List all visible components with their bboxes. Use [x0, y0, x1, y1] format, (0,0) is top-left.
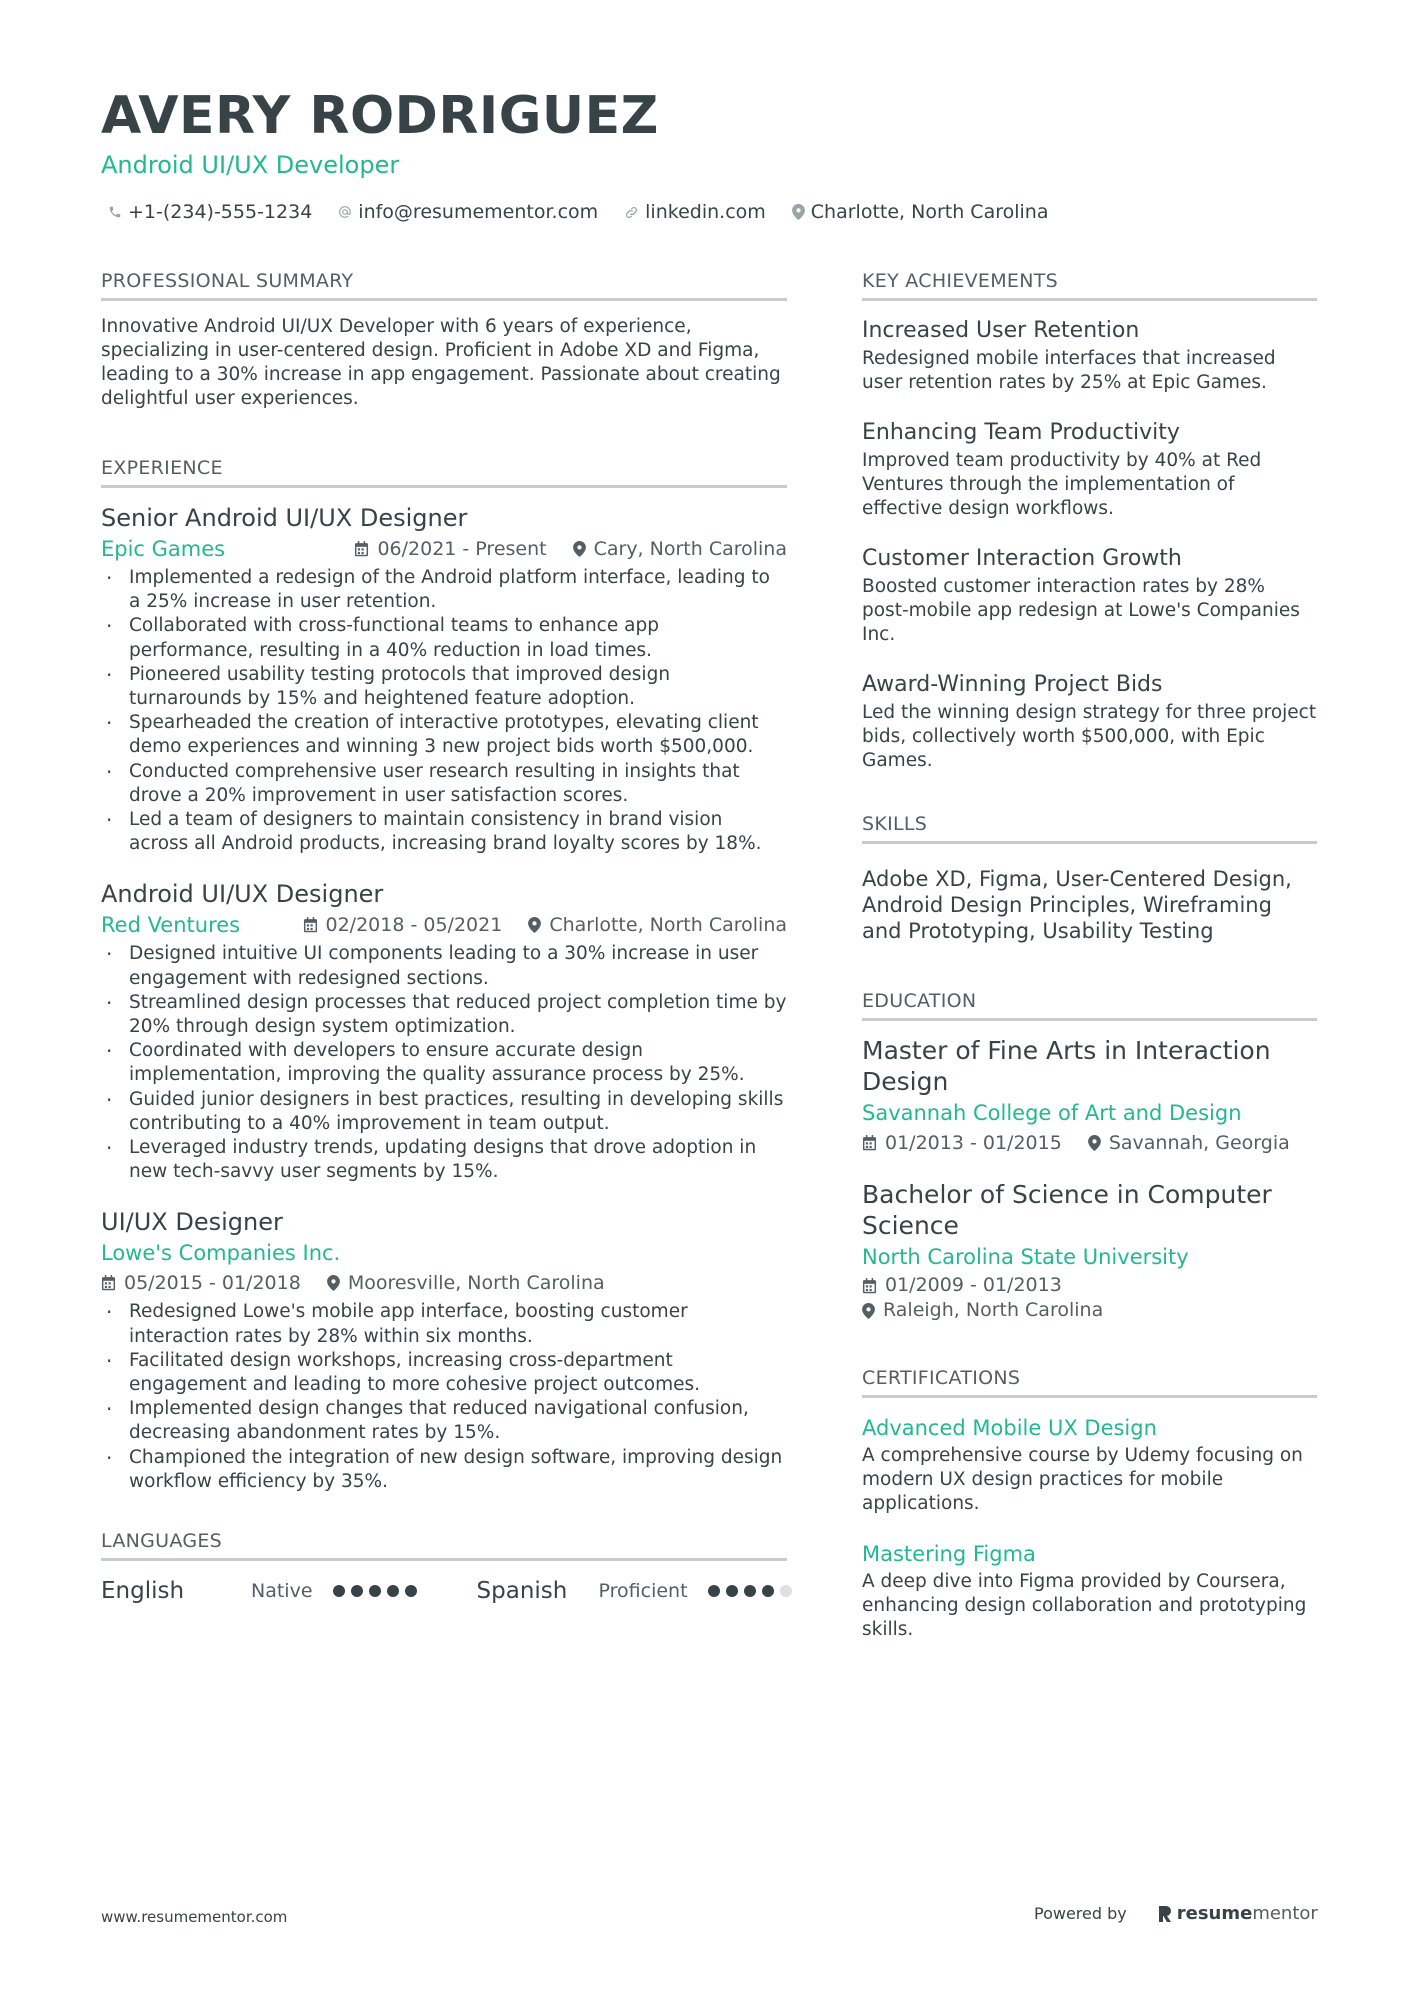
brand-logo[interactable]	[1157, 1903, 1318, 1924]
rating-dot-filled	[369, 1585, 381, 1597]
calendar-icon	[862, 1135, 877, 1151]
education-location-item	[862, 1298, 1103, 1323]
job-title: Senior Android UI/UX Designer	[101, 504, 468, 532]
contact-linkedin[interactable]	[624, 198, 766, 226]
job-location	[528, 910, 787, 940]
language-level: Native	[251, 1580, 313, 1603]
skills-section	[862, 811, 1317, 944]
rating-dot-filled	[387, 1585, 399, 1597]
education-location-text: Savannah, Georgia	[1108, 1132, 1290, 1154]
job-location	[327, 1268, 605, 1298]
achievement-title: Enhancing Team Productivity	[862, 420, 1180, 445]
bullet-item: · Designed intuitive UI components leading to a 30% increase in user engagement with redesigned sections.	[101, 942, 787, 990]
contact-email[interactable]	[338, 198, 598, 226]
job-company-row	[101, 1238, 787, 1268]
job-meta	[101, 1268, 787, 1298]
brand-bold: resume	[1176, 1903, 1253, 1924]
achievements-section	[862, 268, 1317, 773]
company-name: Red Ventures	[101, 913, 241, 938]
brand-light: mentor	[1252, 1903, 1318, 1924]
achievement-text: Redesigned mobile interfaces that increased user retention rates by 25% at Epic Games.	[862, 348, 1276, 393]
rating-dot-filled	[744, 1585, 756, 1597]
job-location	[573, 534, 787, 564]
summary-section	[101, 268, 787, 411]
phone-text: +1-(234)-555-1234	[128, 201, 313, 223]
job-entry	[101, 878, 787, 1184]
language-level: Proficient	[598, 1580, 688, 1603]
footer-website[interactable]: www.resumementor.com	[101, 1908, 288, 1926]
achievement-item	[862, 417, 1317, 521]
certifications-section	[862, 1365, 1317, 1642]
achievement-item	[862, 315, 1317, 395]
job-dates	[101, 1268, 301, 1298]
bullet-item: · Streamlined design processes that reduced project completion time by 20% through design system optimization.	[101, 991, 787, 1039]
certification-item	[862, 1538, 1317, 1642]
achievement-text: Led the winning design strategy for three project bids, collectively worth $500,000, with Epic Games.	[862, 702, 1317, 771]
job-location-text: Cary, North Carolina	[593, 538, 787, 560]
bullet-item: · Pioneered usability testing protocols that improved design turnarounds by 15% and heightened feature adoption.	[101, 663, 787, 711]
location-pin-icon	[573, 541, 586, 557]
job-meta-row	[101, 910, 787, 940]
degree-title: Master of Fine Arts in Interaction Design	[862, 1036, 1271, 1096]
section-title-skills: SKILLS	[862, 811, 1317, 844]
education-dates	[862, 1273, 1317, 1298]
bullet-item: · Guided junior designers in best practices, resulting in developing skills contributing to a 40% improvement in team output.	[101, 1088, 787, 1136]
linkedin-text: linkedin.com	[645, 201, 766, 223]
certification-title: Mastering Figma	[862, 1542, 1036, 1566]
rating-dot-filled	[333, 1585, 345, 1597]
school-name: Savannah College of Art and Design	[862, 1101, 1242, 1125]
location-pin-icon	[862, 1303, 875, 1319]
section-title-certifications: CERTIFICATIONS	[862, 1365, 1317, 1398]
bullet-item: · Led a team of designers to maintain consistency in brand vision across all Android products, increasing brand loyalty scores by 18%.	[101, 808, 787, 856]
achievement-text: Improved team productivity by 40% at Red Ventures through the implementation of effective design workflows.	[862, 450, 1262, 519]
education-meta	[862, 1129, 1317, 1157]
candidate-name: AVERY RODRIGUEZ	[101, 86, 659, 146]
section-title-experience: EXPERIENCE	[101, 455, 787, 488]
job-dates-text: 06/2021 - Present	[377, 538, 547, 560]
company-name: Epic Games	[101, 537, 226, 561]
job-title: UI/UX Designer	[101, 1208, 283, 1237]
job-dates-text: 05/2015 - 01/2018	[124, 1272, 301, 1295]
bullet-item: · Championed the integration of new design software, improving design workflow efficiency by 35%.	[101, 1446, 787, 1494]
bullet-item: · Implemented design changes that reduced navigational confusion, decreasing abandonment rates by 15%.	[101, 1397, 787, 1445]
contact-location	[792, 198, 1049, 226]
rating-dot-filled	[405, 1585, 417, 1597]
certification-title: Advanced Mobile UX Design	[862, 1416, 1157, 1440]
calendar-icon	[303, 917, 318, 933]
language-rating	[333, 1585, 423, 1597]
footer-powered	[1034, 1903, 1318, 1924]
calendar-icon	[101, 1275, 116, 1291]
job-bullets	[101, 1300, 787, 1494]
section-title-achievements: KEY ACHIEVEMENTS	[862, 268, 1317, 301]
job-bullets	[101, 566, 787, 856]
experience-section	[101, 455, 787, 1494]
skills-text: Adobe XD, Figma, User-Centered Design, Android Design Principles, Wireframing and Prototyping, Usability Testing	[862, 867, 1292, 943]
bullet-item: · Collaborated with cross-functional teams to enhance app performance, resulting in a 40% reduction in load times.	[101, 614, 787, 662]
job-location-text: Mooresville, North Carolina	[347, 1272, 605, 1295]
rating-dot-filled	[708, 1585, 720, 1597]
location-pin-icon	[327, 1275, 340, 1291]
language-item	[101, 1575, 423, 1607]
candidate-role: Android UI/UX Developer	[101, 151, 400, 179]
education-item	[862, 1035, 1317, 1157]
bullet-item: · Facilitated design workshops, increasing cross-department engagement and leading to more cohesive project outcomes.	[101, 1349, 787, 1397]
section-title-summary: PROFESSIONAL SUMMARY	[101, 268, 787, 301]
calendar-icon	[354, 541, 369, 557]
education-location	[1088, 1129, 1290, 1157]
rating-dot-filled	[351, 1585, 363, 1597]
achievement-text: Boosted customer interaction rates by 28% post-mobile app redesign at Lowe's Companies Inc.	[862, 576, 1300, 645]
left-column	[101, 268, 787, 1607]
rating-dot-filled	[762, 1585, 774, 1597]
phone-icon	[108, 205, 122, 219]
language-name: English	[101, 1578, 185, 1605]
calendar-icon	[862, 1278, 877, 1294]
job-entry	[101, 1206, 787, 1494]
school-name: North Carolina State University	[862, 1245, 1189, 1269]
achievement-item	[862, 669, 1317, 773]
bullet-item: · Conducted comprehensive user research resulting in insights that drove a 20% improvement in user satisfaction scores.	[101, 760, 787, 808]
education-section	[862, 988, 1317, 1323]
summary-text: Innovative Android UI/UX Developer with 6 years of experience, specializing in user-centered design. Proficient in Adobe XD and Figma, leading to a 30% increase in app engagement. Passionate about creating delightful user experiences.	[101, 316, 781, 409]
powered-by-label: Powered by	[1034, 1904, 1127, 1923]
bullet-item: · Implemented a redesign of the Android platform interface, leading to a 25% increase in user retention.	[101, 566, 787, 614]
resumementor-logo-icon	[1157, 1904, 1173, 1924]
education-dates-text: 01/2013 - 01/2015	[885, 1132, 1062, 1154]
certification-text: A deep dive into Figma provided by Coursera, enhancing design collaboration and prototyping skills.	[862, 1571, 1307, 1640]
bullet-item: · Leveraged industry trends, updating designs that drove adoption in new tech-savvy user segments by 15%.	[101, 1136, 787, 1184]
education-location-text: Raleigh, North Carolina	[883, 1299, 1104, 1321]
email-text: info@resumementor.com	[358, 201, 599, 223]
link-icon	[624, 205, 639, 220]
language-item	[477, 1575, 798, 1607]
job-meta	[303, 910, 788, 940]
education-dates-item	[862, 1273, 1062, 1298]
location-pin-icon	[528, 917, 541, 933]
job-title: Android UI/UX Designer	[101, 880, 384, 909]
rating-dot-empty	[780, 1585, 792, 1597]
job-location-text: Charlotte, North Carolina	[549, 914, 787, 937]
contact-bar	[108, 198, 1074, 226]
degree-title: Bachelor of Science in Computer Science	[862, 1180, 1272, 1240]
education-dates	[862, 1129, 1062, 1157]
achievement-title: Customer Interaction Growth	[862, 546, 1182, 571]
job-bullets	[101, 942, 787, 1184]
job-dates	[354, 534, 546, 564]
bullet-item: · Coordinated with developers to ensure accurate design implementation, improving the quality assurance process by 25%.	[101, 1039, 787, 1087]
education-item	[862, 1179, 1317, 1323]
bullet-item: · Spearheaded the creation of interactive prototypes, elevating client demo experiences and winning 3 new project bids worth $500,000.	[101, 711, 787, 759]
certification-text: A comprehensive course by Udemy focusing on modern UX design practices for mobile applications.	[862, 1445, 1303, 1514]
rating-dot-filled	[726, 1585, 738, 1597]
achievement-item	[862, 543, 1317, 647]
language-rating	[708, 1585, 798, 1597]
section-title-languages: LANGUAGES	[101, 1528, 787, 1561]
languages-section	[101, 1528, 787, 1607]
location-text: Charlotte, North Carolina	[810, 201, 1049, 223]
language-list	[101, 1575, 787, 1607]
education-dates-text: 01/2009 - 01/2013	[885, 1274, 1062, 1296]
education-location	[862, 1298, 1317, 1323]
job-meta	[354, 534, 787, 564]
job-meta-row	[101, 534, 787, 564]
location-pin-icon	[792, 204, 805, 220]
location-pin-icon	[1088, 1135, 1101, 1151]
language-name: Spanish	[476, 1578, 568, 1605]
job-dates-text: 02/2018 - 05/2021	[325, 914, 503, 937]
certification-item	[862, 1412, 1317, 1516]
job-entry	[101, 502, 787, 856]
achievement-title: Award-Winning Project Bids	[862, 672, 1163, 697]
job-dates	[303, 910, 503, 940]
achievement-title: Increased User Retention	[862, 318, 1140, 343]
bullet-item: · Redesigned Lowe's mobile app interface, boosting customer interaction rates by 28% within six months.	[101, 1300, 787, 1348]
right-column	[862, 268, 1317, 1664]
contact-phone	[108, 198, 312, 226]
company-name: Lowe's Companies Inc.	[101, 1241, 341, 1266]
at-icon	[338, 205, 352, 219]
section-title-education: EDUCATION	[862, 988, 1317, 1021]
